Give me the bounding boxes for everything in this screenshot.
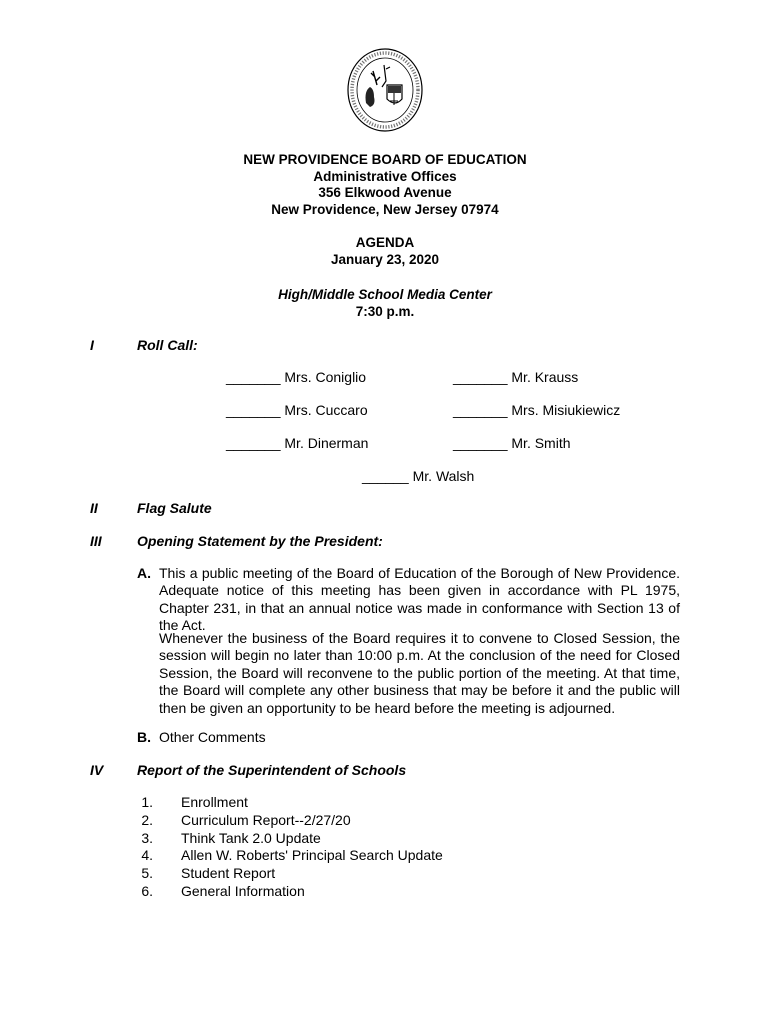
roll-call-entry: _______ Mrs. Cuccaro	[226, 402, 368, 418]
roll-call-entry: _______ Mr. Smith	[453, 435, 571, 451]
list-item-number: 2.	[141, 812, 153, 828]
board-name: NEW PROVIDENCE BOARD OF EDUCATION	[243, 152, 527, 167]
meeting-time: 7:30 p.m.	[355, 303, 415, 319]
public-meeting-notice: This a public meeting of the Board of Education of the Borough of New Providence. Adequate notice of this meeting has been given in accordance with PL 1975, Chapter 231, in that an annual notice was made in conformance with Section 13 of the Act.	[159, 565, 680, 634]
header-block	[0, 152, 770, 218]
office-name: Administrative Offices	[313, 168, 457, 184]
meeting-location-block	[0, 287, 770, 320]
list-item-number: 6.	[141, 883, 153, 899]
item-b-label: B.	[137, 729, 151, 745]
superintendent-report-heading: Report of the Superintendent of Schools	[137, 762, 407, 778]
list-item: Allen W. Roberts' Principal Search Update	[181, 847, 443, 863]
roll-call-entry: _______ Mr. Krauss	[453, 369, 579, 385]
section-number-iv: IV	[90, 762, 104, 778]
roll-call-heading: Roll Call:	[137, 337, 198, 353]
street-address: 356 Elkwood Avenue	[318, 185, 452, 200]
list-item: Think Tank 2.0 Update	[181, 830, 321, 846]
other-comments: Other Comments	[159, 729, 266, 745]
flag-salute-heading: Flag Salute	[137, 500, 212, 516]
agenda-title: AGENDA	[355, 235, 415, 250]
list-item-number: 1.	[141, 794, 153, 810]
roll-call-entry: ______ Mr. Walsh	[362, 468, 475, 484]
meeting-date: January 23, 2020	[330, 251, 440, 267]
list-item-number: 5.	[141, 865, 153, 881]
list-item-number: 4.	[141, 847, 153, 863]
list-item: Curriculum Report--2/27/20	[181, 812, 351, 828]
roll-call-entry: _______ Mrs. Coniglio	[226, 369, 367, 385]
roll-call-entry: _______ Mr. Dinerman	[226, 435, 369, 451]
list-item: Enrollment	[181, 794, 248, 810]
agenda-title-block	[0, 235, 770, 268]
board-seal-logo	[346, 47, 424, 133]
meeting-location: High/Middle School Media Center	[278, 287, 492, 302]
list-item: General Information	[181, 883, 305, 899]
opening-statement-heading: Opening Statement by the President:	[137, 533, 383, 549]
list-item: Student Report	[181, 865, 276, 881]
city-state-zip: New Providence, New Jersey 07974	[271, 201, 499, 217]
section-number-ii: II	[90, 500, 98, 516]
roll-call-entry: _______ Mrs. Misiukiewicz	[453, 402, 621, 418]
item-a-label: A.	[137, 565, 151, 581]
list-item-number: 3.	[141, 830, 153, 846]
section-number-i: I	[90, 337, 94, 353]
closed-session-notice: Whenever the business of the Board requires it to convene to Closed Session, the session will begin no later than 10:00 p.m. At the conclusion of the need for Closed Session, the Board will reconvene to the public portion of the meeting. At that time, the Board will complete any other business that may be before it and the public will then be given an opportunity to be heard before the meeting is adjourned.	[159, 630, 680, 716]
section-number-iii: III	[90, 533, 102, 549]
